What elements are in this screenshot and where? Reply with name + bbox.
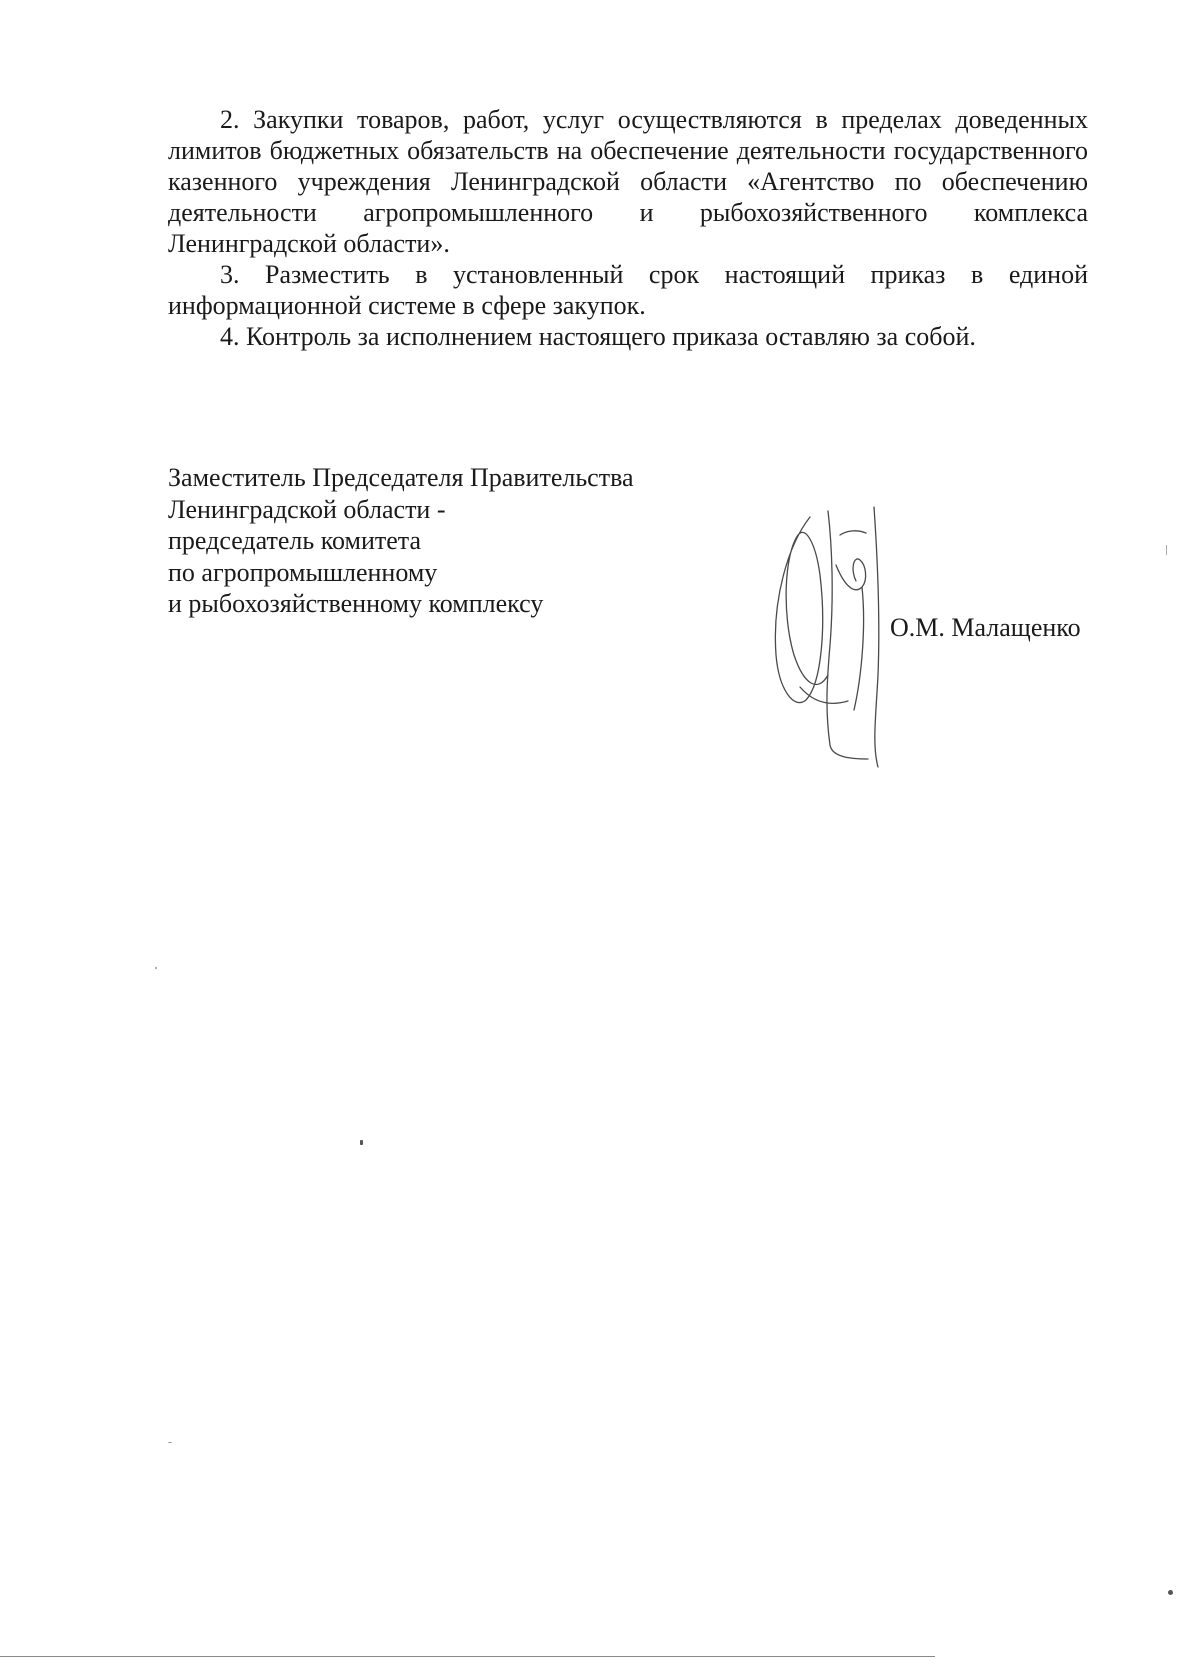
signatory-title-block — [168, 462, 634, 620]
signatory-title-line: председатель комитета — [168, 526, 422, 555]
signatory-title-line: Заместитель Председателя Правительства — [168, 463, 634, 492]
paragraph-item-4: 4. Контроль за исполнением настоящего приказа оставляю за собой. — [220, 322, 976, 351]
scan-speck — [168, 1442, 172, 1443]
paragraph-item-2: 2. Закупки товаров, работ, услуг осуществляются в пределах доведенных лимитов бюджетных обязательств на обеспечение деятельности государственного казенного учреждения Ленинградской области «Агентство по обеспечению деятельности агропромышленного и рыбохозяйственного комплекса Ленинградской области». — [168, 105, 1088, 258]
order-body — [168, 104, 1088, 352]
scan-speck — [360, 1140, 363, 1145]
scan-speck — [1168, 1590, 1173, 1595]
signatory-name: О.М. Малащенко — [890, 613, 1081, 642]
scan-speck — [1166, 545, 1167, 555]
scan-edge-line — [0, 1656, 935, 1657]
signatory-title-line: и рыбохозяйственному комплексу — [168, 589, 544, 618]
paragraph-item-3: 3. Разместить в установленный срок настоящий приказ в единой информационной системе в сфере закупок. — [168, 260, 1088, 320]
scan-speck — [155, 967, 157, 969]
signatory-title-line: Ленинградской области - — [168, 494, 446, 524]
signatory-title-line: по агропромышленному — [168, 557, 438, 587]
